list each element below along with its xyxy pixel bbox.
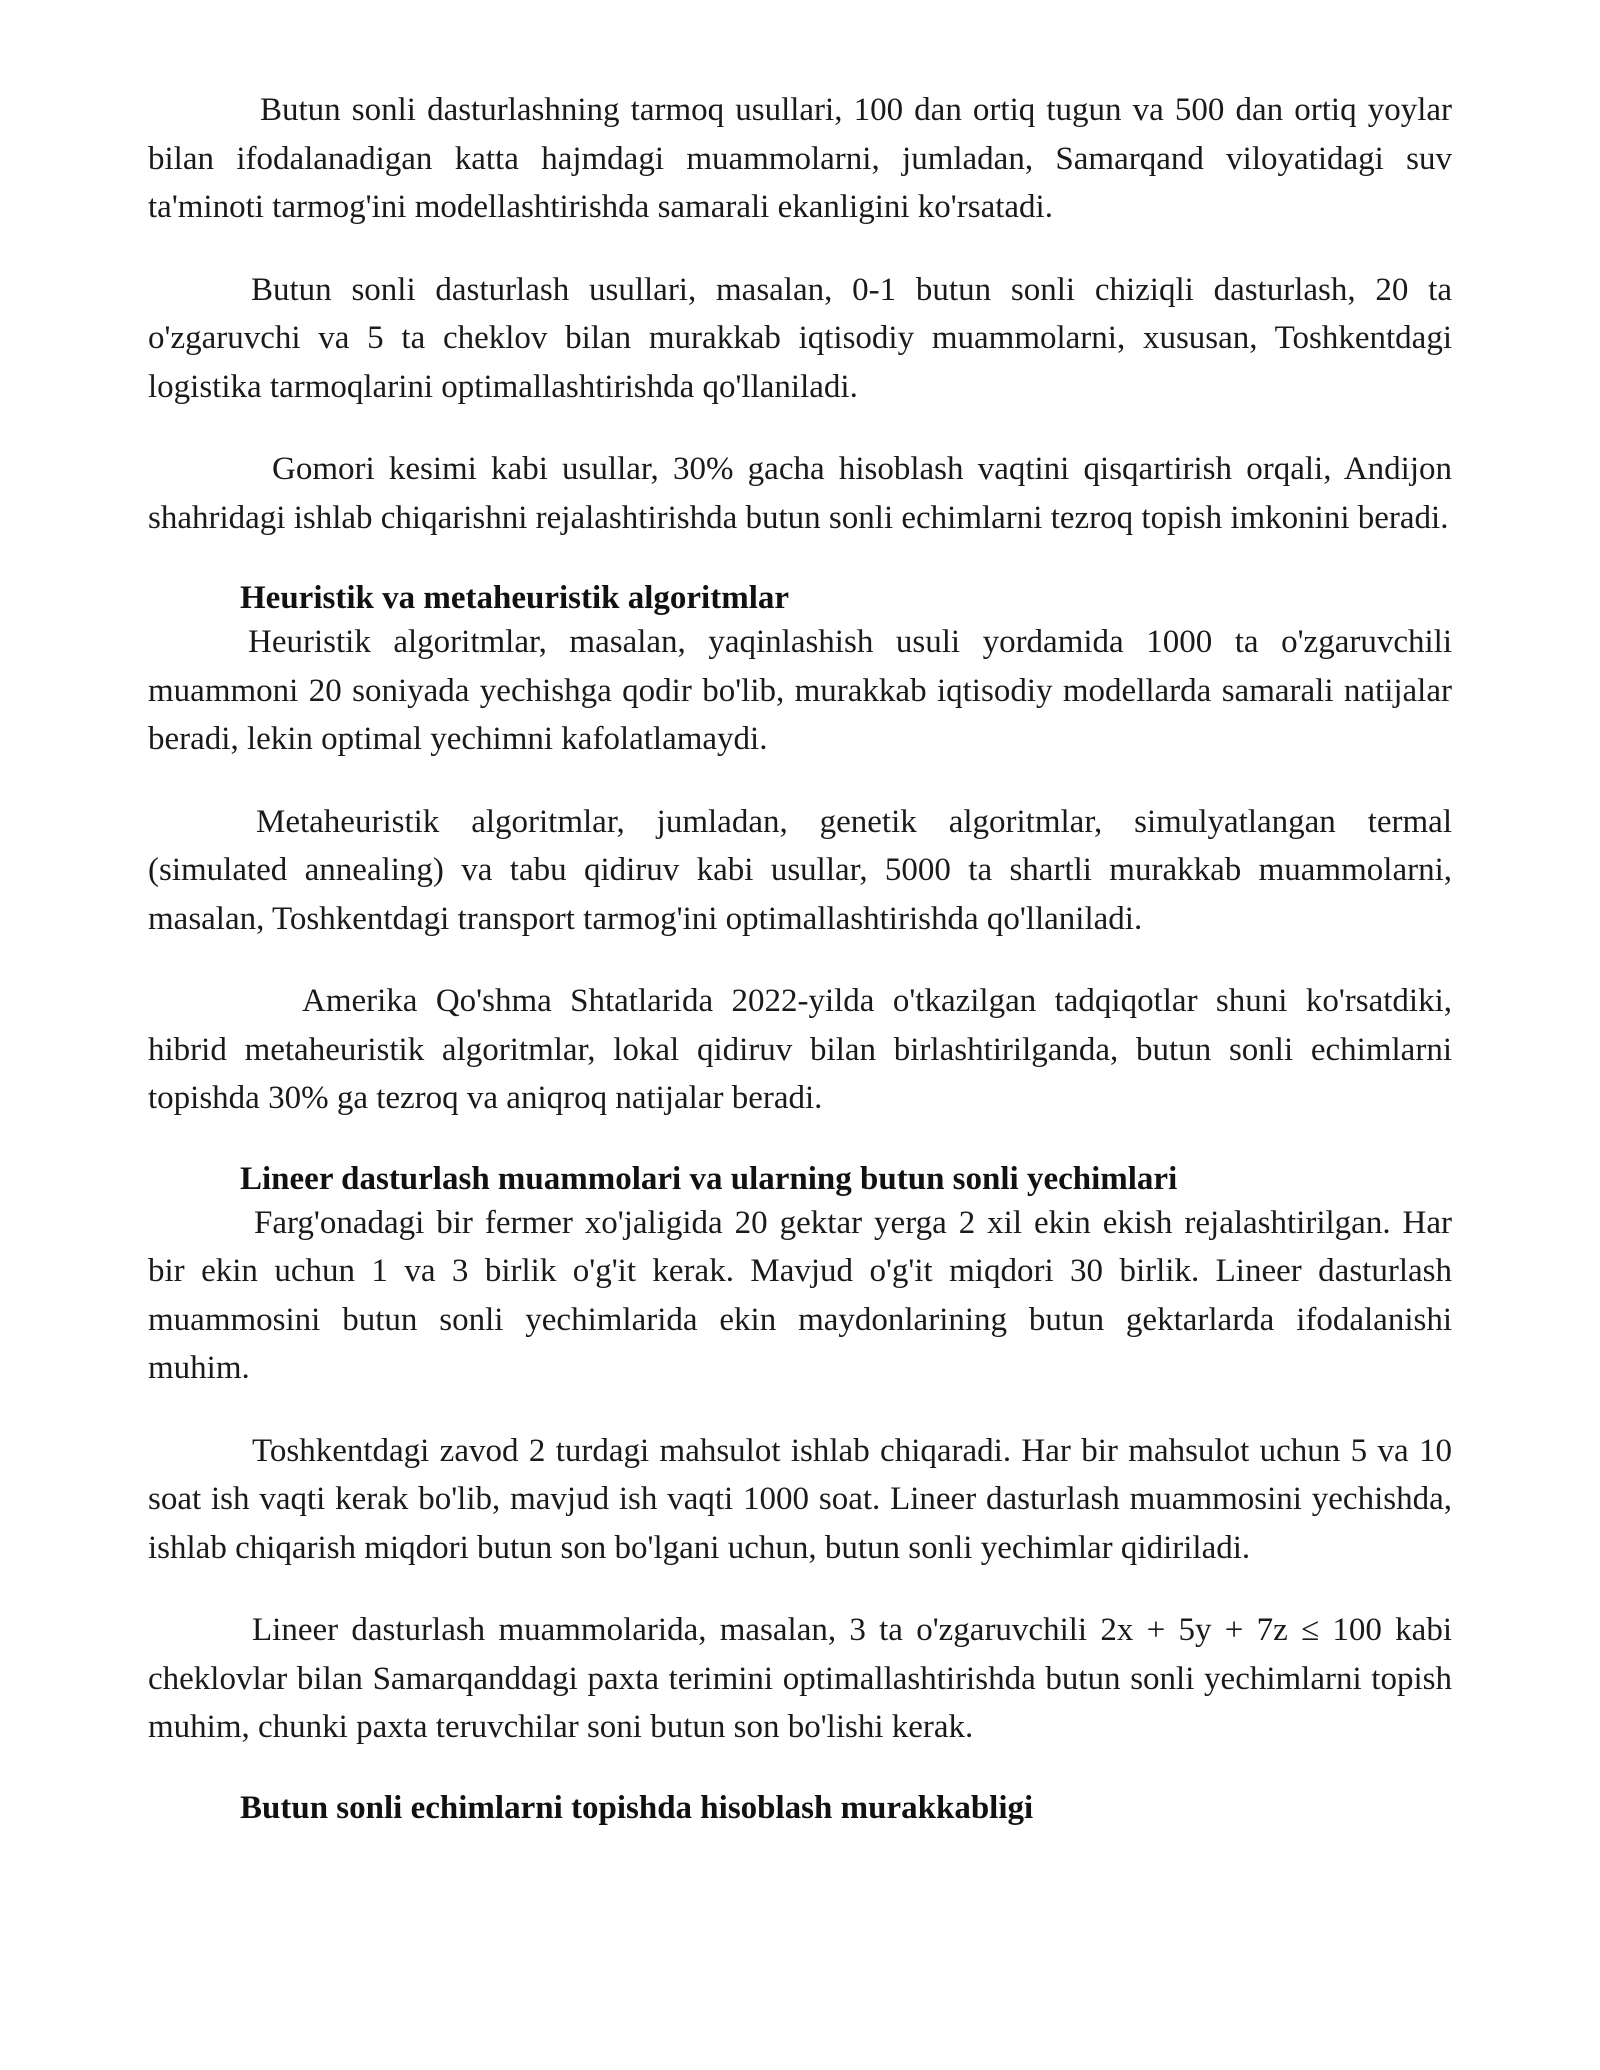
paragraph-fergana-farm-example: Farg'onadagi bir fermer xo'jaligida 20 gektar yerga 2 xil ekin ekish rejalashtirilgan. Har bir ekin uchun 1 va 3 birlik o'g'it kerak. Mavjud o'g'it miqdori 30 birlik. Lineer dasturlash muammosini butun sonli yechimlarida ekin maydonlarining butun gektarlarda ifodalanishi muhim. xyxy=(148,1204,1452,1386)
section-heading-computational-complexity: Butun sonli echimlarni topishda hisoblash murakkabligi xyxy=(240,1789,1034,1826)
section-heading-linear-programming: Lineer dasturlash muammolari va ularning butun sonli yechimlari xyxy=(240,1160,1178,1197)
paragraph-network-methods: Butun sonli dasturlashning tarmoq usullari, 100 dan ortiq tugun va 500 dan ortiq yoylar bilan ifodalanadigan katta hajmdagi muammolarni, jumladan, Samarqand viloyatidagi suv ta'minoti tarmog'ini modellashtirishda samarali ekanligini ko'rsatadi. xyxy=(148,92,1452,225)
paragraph-heuristic-algorithms: Heuristik algoritmlar, masalan, yaqinlashish usuli yordamida 1000 ta o'zgaruvchili muammoni 20 soniyada yechishga qodir bo'lib, murakkab iqtisodiy modellarda samarali natijalar beradi, lekin optimal yechimni kafolatlamaydi. xyxy=(148,624,1452,757)
paragraph-hybrid-metaheuristics-study: Amerika Qo'shma Shtatlarida 2022-yilda o'tkazilgan tadqiqotlar shuni ko'rsatdiki, hibrid metaheuristik algoritmlar, lokal qidiruv bilan birlashtirilganda, butun sonli echimlarni topishda 30% ga tezroq va aniqroq natijalar beradi. xyxy=(148,983,1452,1116)
paragraph-samarkand-cotton-example: Lineer dasturlash muammolarida, masalan, 3 ta o'zgaruvchili 2x + 5y + 7z ≤ 100 kabi cheklovlar bilan Samarqanddagi paxta terimini optimallashtirishda butun sonli yechimlarni topish muhim, chunki paxta teruvchilar soni butun son bo'lishi kerak. xyxy=(148,1612,1452,1745)
paragraph-metaheuristic-algorithms: Metaheuristik algoritmlar, jumladan, genetik algoritmlar, simulyatlangan termal (simulated annealing) va tabu qidiruv kabi usullar, 5000 ta shartli murakkab muammolarni, masalan, Toshkentdagi transport tarmog'ini optimallashtirishda qo'llaniladi. xyxy=(148,803,1452,937)
paragraph-integer-programming-methods: Butun sonli dasturlash usullari, masalan, 0-1 butun sonli chiziqli dasturlash, 20 ta o'zgaruvchi va 5 ta cheklov bilan murakkab iqtisodiy muammolarni, xususan, Toshkentdagi logistika tarmoqlarini optimallashtirishda qo'llaniladi. xyxy=(148,271,1452,405)
paragraph-tashkent-factory-example: Toshkentdagi zavod 2 turdagi mahsulot ishlab chiqaradi. Har bir mahsulot uchun 5 va 10 soat ish vaqti kerak bo'lib, mavjud ish vaqti 1000 soat. Lineer dasturlash muammosini yechishda, ishlab chiqarish miqdori butun son bo'lgani uchun, butun sonli yechimlar qidiriladi. xyxy=(148,1432,1452,1566)
document-page xyxy=(148,86,1452,1830)
paragraph-gomory-cuts: Gomori kesimi kabi usullar, 30% gacha hisoblash vaqtini qisqartirish orqali, Andijon shahridagi ishlab chiqarishni rejalashtirishda butun sonli echimlarni tezroq topish imkonini beradi. xyxy=(148,451,1452,536)
section-heading-heuristics: Heuristik va metaheuristik algoritmlar xyxy=(240,580,790,616)
